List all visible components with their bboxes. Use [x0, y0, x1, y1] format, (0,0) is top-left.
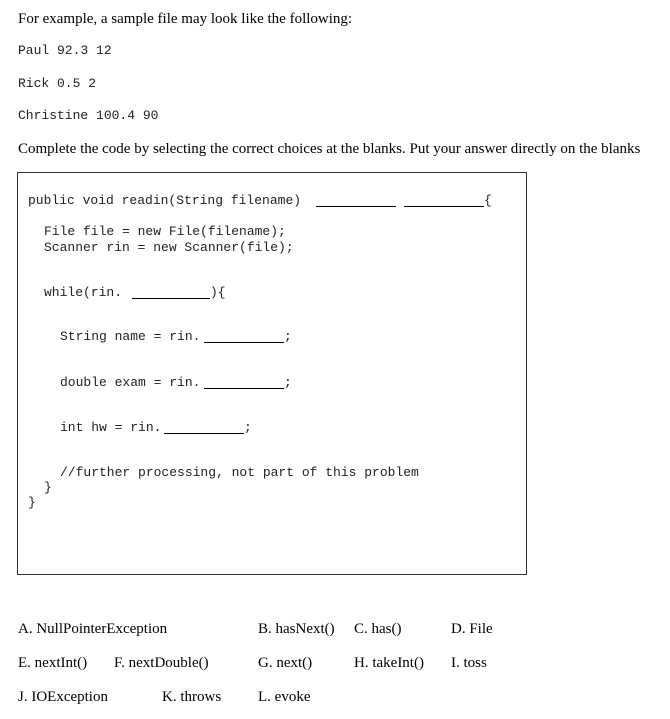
choice-i: I. toss: [451, 655, 487, 671]
code-open-brace: {: [484, 193, 492, 208]
instruction-text: Complete the code by selecting the correct choices at the blanks. Put your answer directly on the blanks: [18, 141, 641, 157]
code-signature: public void readin(String filename): [28, 193, 302, 208]
code-close-outer: }: [28, 495, 36, 510]
sample-line-2: Rick 0.5 2: [18, 76, 97, 91]
code-name-semicolon: ;: [284, 329, 292, 344]
code-exam-semicolon: ;: [284, 375, 292, 390]
code-while-end: ){: [210, 285, 226, 300]
code-exam-line: double exam = rin.: [60, 375, 201, 390]
blank-hw[interactable]: [164, 433, 244, 434]
code-line-scanner: Scanner rin = new Scanner(file);: [44, 240, 294, 255]
code-close-inner: }: [44, 480, 52, 495]
intro-text: For example, a sample file may look like the following:: [18, 11, 353, 27]
choice-b: B. hasNext(): [258, 621, 335, 637]
blank-exam[interactable]: [204, 388, 284, 389]
code-while-start: while(rin.: [44, 285, 123, 300]
choice-a: A. NullPointerException: [18, 621, 168, 637]
choice-e: E. nextInt(): [18, 655, 88, 671]
choice-k: K. throws: [162, 689, 222, 705]
code-name-line: String name = rin.: [60, 329, 201, 344]
sample-line-3: Christine 100.4 90: [18, 108, 159, 123]
choice-d: D. File: [451, 621, 493, 637]
choice-f: F. nextDouble(): [114, 655, 209, 671]
choice-g: G. next(): [258, 655, 313, 671]
code-comment: //further processing, not part of this problem: [60, 465, 419, 480]
blank-name[interactable]: [204, 342, 284, 343]
choice-c: C. has(): [354, 621, 402, 637]
sample-line-1: Paul 92.3 12: [18, 43, 112, 58]
choice-h: H. takeInt(): [354, 655, 424, 671]
blank-while[interactable]: [132, 298, 210, 299]
blank-signature-2[interactable]: [404, 206, 484, 207]
code-hw-semicolon: ;: [244, 420, 252, 435]
code-hw-line: int hw = rin.: [60, 420, 162, 435]
blank-signature-1[interactable]: [316, 206, 396, 207]
choice-j: J. IOException: [18, 689, 108, 705]
choice-l: L. evoke: [258, 689, 311, 705]
code-line-file: File file = new File(filename);: [44, 224, 286, 239]
